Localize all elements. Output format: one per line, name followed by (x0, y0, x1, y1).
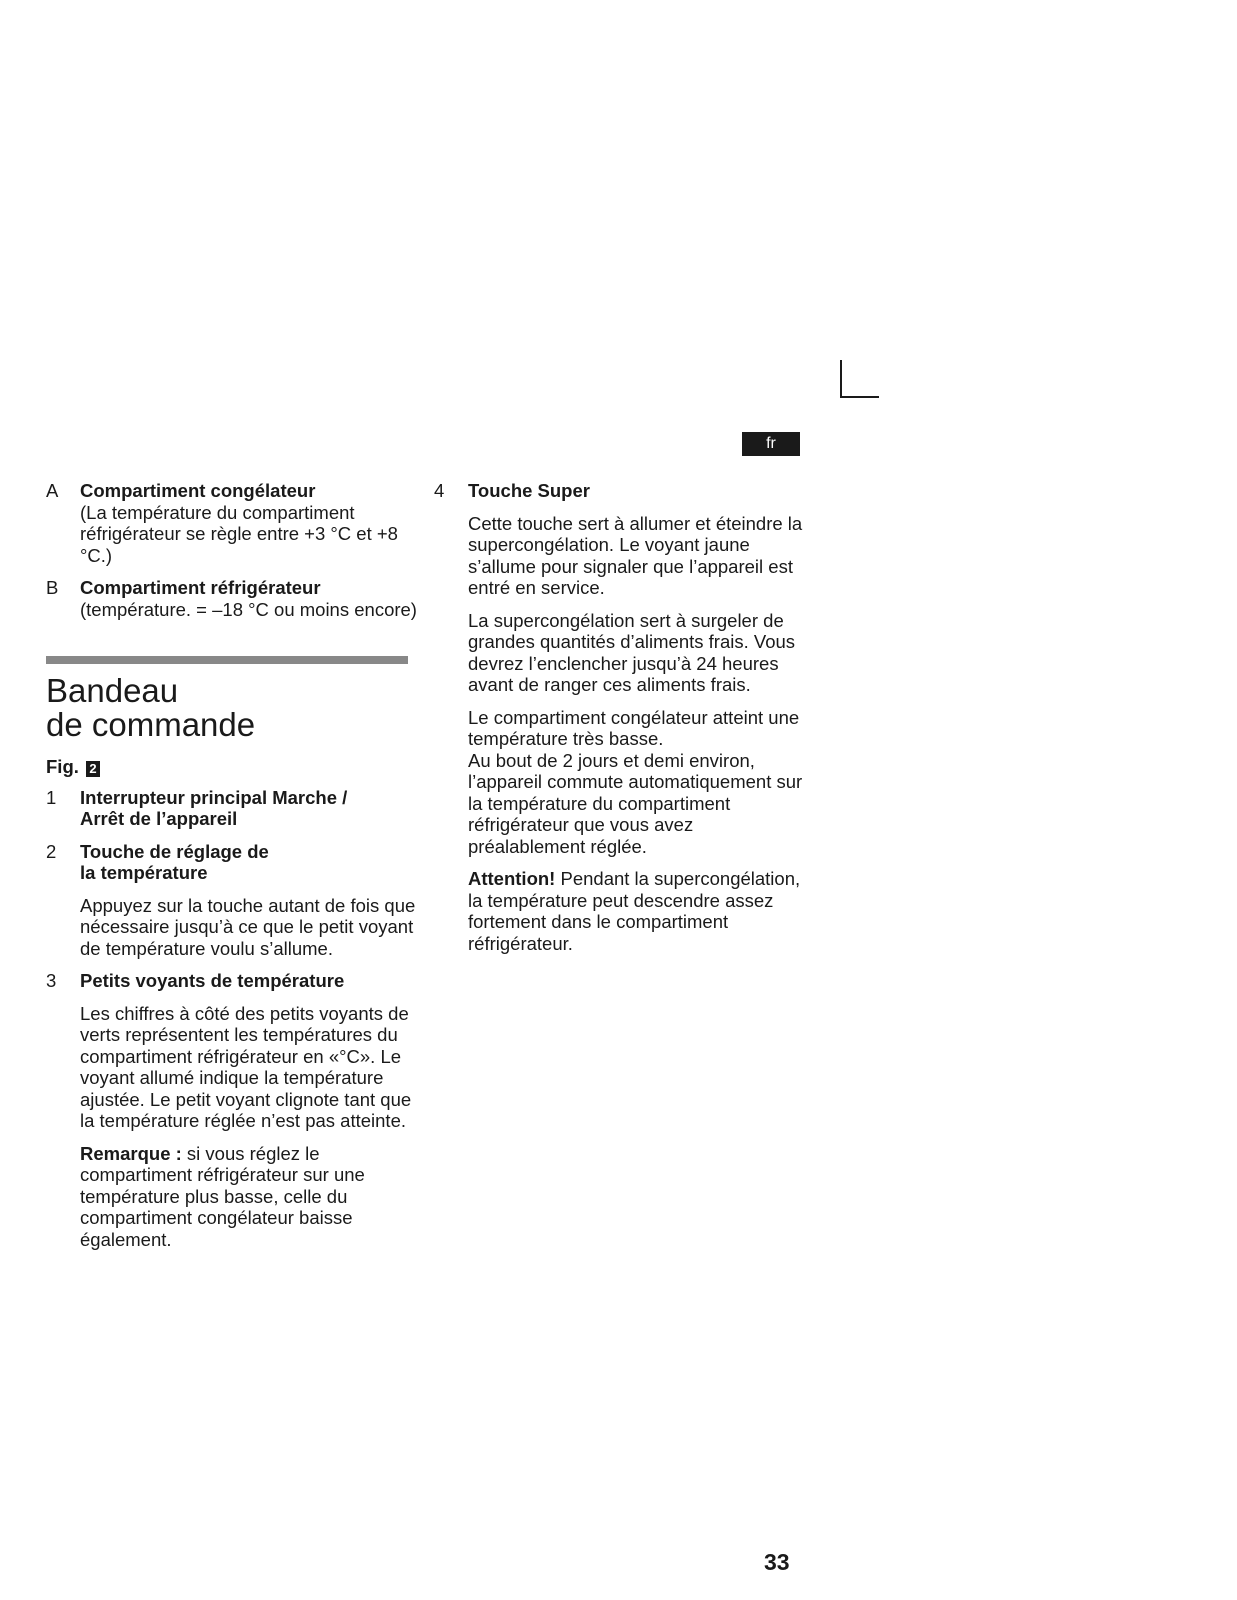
item-paragraph: Les chiffres à côté des petits voyants de verts représentent les températures du compartiment réfrigérateur en «°C». Le voyant allumé indique la température ajustée. Le petit voyant clignote tant que la température réglée n’est pas atteinte. (80, 1002, 412, 1131)
attention-paragraph (434, 868, 806, 954)
item-number: 1 (46, 786, 57, 808)
item-title-line2: Arrêt de l’appareil (80, 808, 238, 829)
section-title-line2: de commande (46, 706, 256, 743)
item-number: 2 (46, 840, 57, 862)
section-title-line1: Bandeau (46, 672, 179, 709)
control-item-3 (46, 970, 418, 992)
right-column (434, 480, 806, 965)
item-paragraph: Appuyez sur la touche autant de fois que nécessaire jusqu’à ce que le petit voyant de température voulu s’allume. (80, 894, 416, 959)
language-badge: fr (742, 432, 800, 456)
attention-label: Attention! (468, 868, 556, 889)
legend-title: Compartiment congélateur (80, 480, 316, 501)
figure-number: 2 (86, 761, 100, 777)
item-title-line1: Interrupteur principal Marche / (80, 786, 348, 808)
item-paragraph: Le compartiment congélateur atteint une température très basse. (468, 706, 800, 749)
item-title (80, 787, 418, 830)
left-column (46, 480, 418, 1261)
item-paragraph: Au bout de 2 jours et demi environ, l’appareil commute automatiquement sur la température du compartiment réfrigérateur que vous avez préalablement réglée. (468, 749, 803, 857)
legend-title: Compartiment réfrigérateur (80, 577, 321, 598)
item-title-line2: la température (80, 862, 208, 883)
item-title: Touche Super (468, 480, 590, 501)
item-title-line1: Touche de réglage de (80, 840, 269, 862)
item-paragraph: Cette touche sert à allumer et éteindre la supercongélation. Le voyant jaune s’allume pour signaler que l’appareil est entré en service. (468, 512, 803, 598)
legend-letter: A (46, 480, 59, 501)
note-paragraph (46, 1143, 418, 1251)
page-number: 33 (764, 1549, 790, 1575)
legend-item-b (46, 577, 418, 620)
legend-body: (température. = –18 °C ou moins encore) (80, 598, 417, 620)
control-item-2 (46, 841, 418, 884)
item-number: 3 (46, 970, 57, 991)
item-paragraph: La supercongélation sert à surgeler de grandes quantités d’aliments frais. Vous devrez l’enclencher jusqu’à 24 heures avant de ranger ces aliments frais. (468, 609, 796, 695)
legend-letter: B (46, 577, 59, 598)
legend-body: (La température du compartiment réfrigérateur se règle entre +3 °C et +8 °C.) (80, 501, 398, 566)
legend-item-a (46, 480, 418, 566)
control-item-1 (46, 787, 418, 830)
crop-mark (840, 360, 879, 398)
item-number: 4 (434, 480, 445, 501)
control-item-4 (434, 480, 806, 502)
section-divider (46, 656, 408, 664)
attention-text: Pendant la supercongélation, la température peut descendre assez fortement dans le compartiment réfrigérateur. (468, 868, 801, 954)
item-title: Petits voyants de température (80, 970, 345, 991)
note-label: Remarque : (80, 1142, 182, 1164)
figure-reference (46, 756, 418, 778)
note-text: si vous réglez le compartiment réfrigérateur sur une température plus basse, celle du compartiment congélateur baisse également. (80, 1142, 365, 1250)
figure-label: Fig. (46, 756, 79, 777)
item-title (80, 841, 418, 884)
section-title (46, 674, 418, 742)
